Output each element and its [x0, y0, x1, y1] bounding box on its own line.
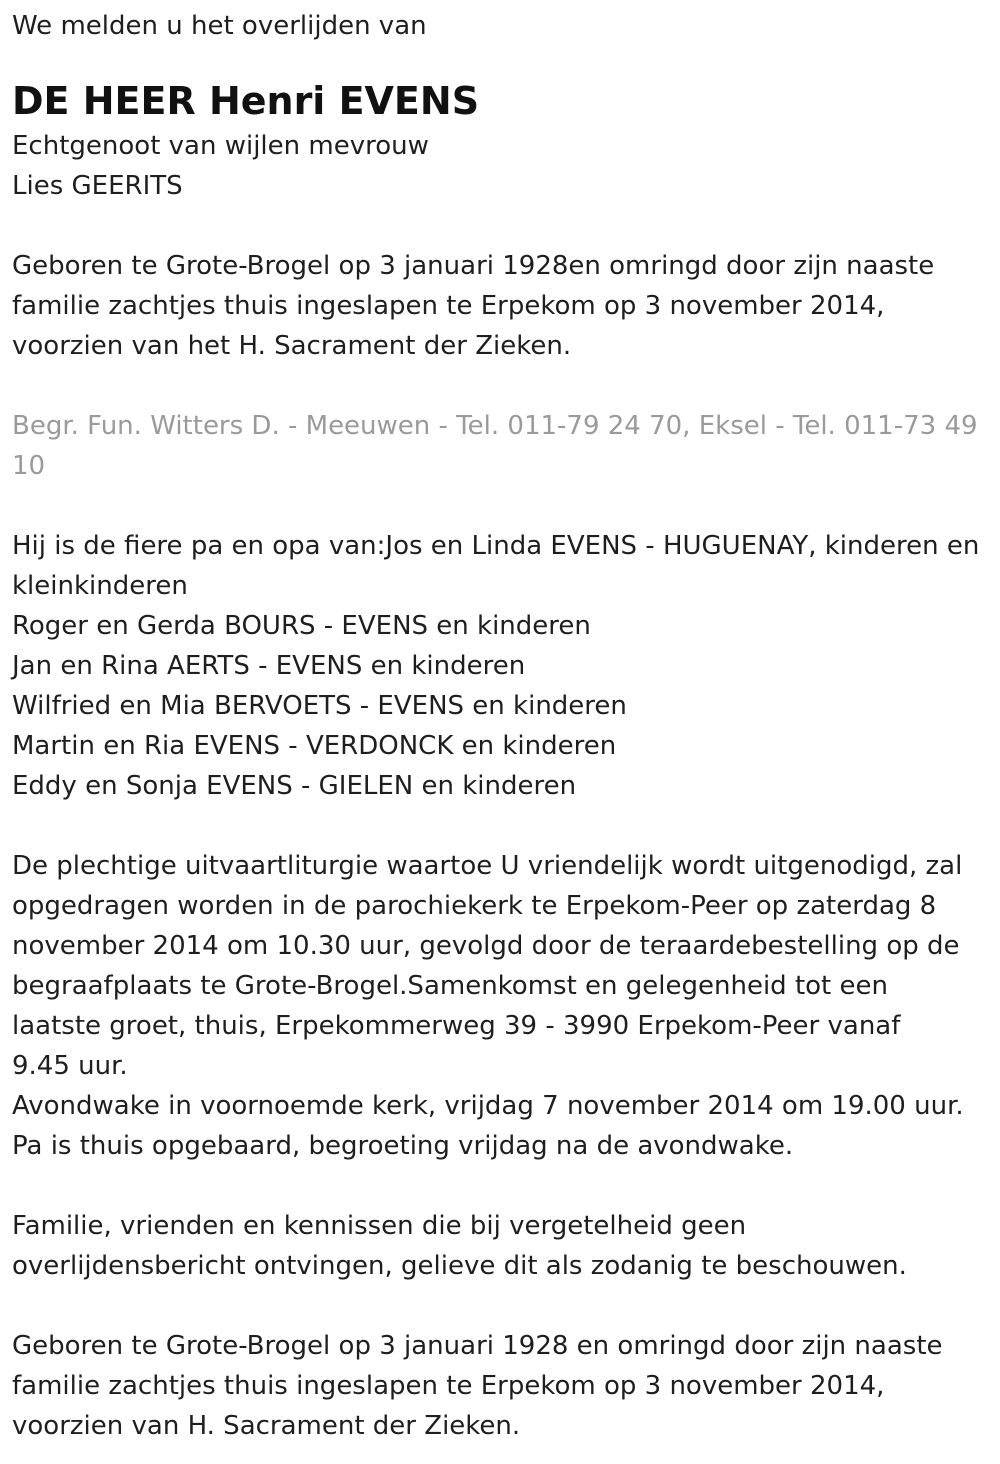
paragraph-line: Avondwake in voornoemde kerk, vrijdag 7 november 2014 om 19.00 uur.	[12, 1091, 964, 1121]
funeral-home-info	[12, 406, 988, 486]
funeral-home-line: 10	[12, 451, 46, 481]
paragraph-line: opgedragen worden in de parochiekerk te Erpekom-Peer op zaterdag 8	[12, 891, 937, 921]
spacer	[12, 486, 988, 526]
birth-paragraph	[12, 246, 988, 366]
paragraph-line: De plechtige uitvaartliturgie waartoe U vriendelijk wordt uitgenodigd, zal	[12, 851, 963, 881]
paragraph-line: Familie, vrienden en kennissen die bij vergetelheid geen	[12, 1211, 747, 1241]
children-list	[12, 526, 988, 806]
children-line: Martin en Ria EVENS - VERDONCK en kinderen	[12, 731, 617, 761]
paragraph-line: voorzien van H. Sacrament der Zieken.	[12, 1411, 521, 1441]
spacer	[12, 206, 988, 246]
paragraph-line: voorzien van het H. Sacrament der Zieken.	[12, 331, 572, 361]
spacer	[12, 46, 988, 76]
paragraph-line: 9.45 uur.	[12, 1051, 128, 1081]
spacer	[12, 1286, 988, 1326]
paragraph-line: familie zachtjes thuis ingeslapen te Erpekom op 3 november 2014,	[12, 291, 885, 321]
paragraph-line: Pa is thuis opgebaard, begroeting vrijdag na de avondwake.	[12, 1131, 794, 1161]
funeral-home-line: Begr. Fun. Witters D. - Meeuwen - Tel. 011-79 24 70, Eksel - Tel. 011-73 49	[12, 411, 978, 441]
spacer	[12, 1166, 988, 1206]
spouse-line: Echtgenoot van wijlen mevrouw	[12, 131, 429, 161]
paragraph-line: november 2014 om 10.30 uur, gevolgd door de teraardebestelling op de	[12, 931, 960, 961]
deceased-name: DE HEER Henri EVENS	[12, 79, 480, 123]
paragraph-line: familie zachtjes thuis ingeslapen te Erpekom op 3 november 2014,	[12, 1371, 885, 1401]
paragraph-line: overlijdensbericht ontvingen, gelieve dit als zodanig te beschouwen.	[12, 1251, 907, 1281]
paragraph-line: laatste groet, thuis, Erpekommerweg 39 - 3990 Erpekom-Peer vanaf	[12, 1011, 901, 1041]
notice-paragraph	[12, 1206, 988, 1286]
liturgy-paragraph	[12, 846, 988, 1166]
children-line: Wilfried en Mia BERVOETS - EVENS en kinderen	[12, 691, 627, 721]
children-line: kleinkinderen	[12, 571, 188, 601]
paragraph-line: Geboren te Grote-Brogel op 3 januari 1928en omringd door zijn naaste	[12, 251, 935, 281]
birth-paragraph-repeat	[12, 1326, 988, 1446]
spacer	[12, 806, 988, 846]
spacer	[12, 366, 988, 406]
spouse-name: Lies GEERITS	[12, 171, 183, 201]
children-line: Eddy en Sonja EVENS - GIELEN en kinderen	[12, 771, 577, 801]
paragraph-line: Geboren te Grote-Brogel op 3 januari 1928 en omringd door zijn naaste	[12, 1331, 943, 1361]
paragraph-line: begraafplaats te Grote-Brogel.Samenkomst en gelegenheid tot een	[12, 971, 888, 1001]
children-line: Jan en Rina AERTS - EVENS en kinderen	[12, 651, 526, 681]
children-line: Roger en Gerda BOURS - EVENS en kinderen	[12, 611, 591, 641]
intro-text: We melden u het overlijden van	[12, 11, 427, 41]
children-line: Hij is de fiere pa en opa van:Jos en Linda EVENS - HUGUENAY, kinderen en	[12, 531, 980, 561]
